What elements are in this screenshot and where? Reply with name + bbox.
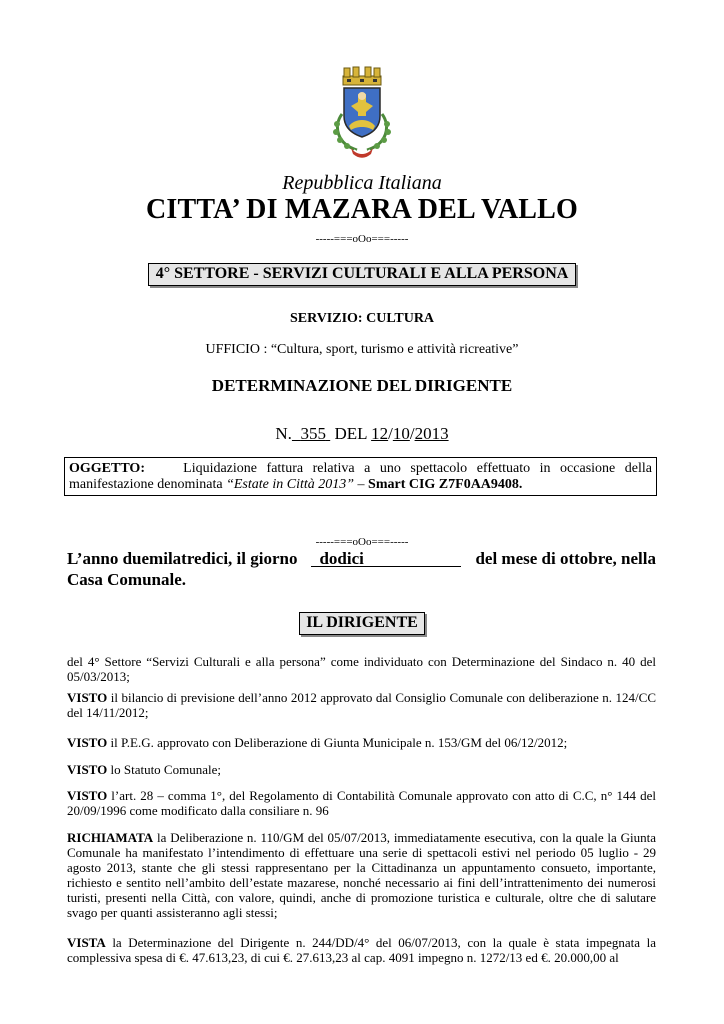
coat-of-arms-icon bbox=[327, 66, 397, 160]
number-del-label: DEL bbox=[334, 424, 367, 443]
oggetto-box bbox=[64, 457, 657, 496]
number-value-wrap bbox=[292, 424, 330, 443]
separator-middle: -----===oOo===----- bbox=[315, 536, 409, 548]
date-year: 2013 bbox=[414, 424, 449, 443]
paragraph bbox=[67, 935, 656, 965]
separator-top: -----===oOo===----- bbox=[315, 233, 409, 245]
paragraph bbox=[67, 830, 656, 920]
paragraph bbox=[67, 654, 656, 684]
date-day: 12 bbox=[371, 424, 389, 443]
paragraph-text: la Deliberazione n. 110/GM del 05/07/2013, immediatamente esecutiva, con la quale la Giunta Comunale ha manifestato l’intendimento di effettuare una serie di spettacoli estivi nel periodo 05 luglio - 29 agosto 2013, stante che gli stessi rappresentano per la Cittadinanza un appuntamento consueto, importante, richiesto e sentito nell’ambito dell’estate mazarese, nonché necessario ai fini dell’intrattenimento dei numerosi turisti, presenti nella Città, con valore, quindi, anche di promozione turistica e culturale, oltre che di salutare svago per quanti assisteranno agli stessi; bbox=[67, 830, 656, 920]
paragraph-text: l’art. 28 – comma 1°, del Regolamento di Contabilità Comunale approvato con atto di C.C, n° 144 del 20/09/1996 come modificato dalla consiliare n. 96 bbox=[67, 788, 656, 818]
oggetto-dash: – bbox=[354, 477, 369, 492]
paragraph bbox=[67, 690, 656, 720]
paragraph bbox=[67, 788, 656, 818]
intro-statement bbox=[67, 548, 656, 590]
paragraph-lead: VISTO bbox=[67, 788, 108, 803]
paragraph-lead: VISTO bbox=[67, 690, 108, 705]
paragraph-text: il P.E.G. approvato con Deliberazione di Giunta Municipale n. 153/GM del 06/12/2012; bbox=[107, 735, 568, 750]
dirigente-box-container bbox=[0, 612, 724, 635]
oggetto-event: “Estate in Città 2013” bbox=[226, 477, 355, 492]
paragraph-text: la Determinazione del Dirigente n. 244/DD/4° del 06/07/2013, con la quale è stata impegnata la complessiva spesa di €. 47.613,23, di cui €. 27.613,23 al cap. 4091 impegno n. 1272/13 ed €. 20.000,00 al bbox=[67, 935, 656, 965]
oggetto-label: OGGETTO: bbox=[69, 461, 145, 476]
paragraph-lead: VISTA bbox=[67, 935, 106, 950]
oggetto-text: Liquidazione fattura relativa a uno spettacolo effettuato in occasione della manifestazione denominata bbox=[69, 461, 652, 492]
republic-heading: Repubblica Italiana bbox=[282, 172, 442, 194]
paragraph-text: del 4° Settore “Servizi Culturali e alla persona” come individuato con Determinazione del Sindaco n. 40 del 05/03/2013; bbox=[67, 654, 656, 684]
sector-box: 4° SETTORE - SERVIZI CULTURALI E ALLA PERSONA bbox=[148, 263, 577, 286]
sector-box-container bbox=[0, 263, 724, 286]
paragraph-lead: RICHIAMATA bbox=[67, 830, 154, 845]
intro-part2: del mese di ottobre, nella bbox=[475, 549, 656, 568]
oggetto-cig: Smart CIG Z7F0AA9408. bbox=[368, 477, 523, 492]
document-number: N. 355 DEL 12/10/2013 bbox=[275, 424, 449, 443]
paragraph-text: il bilancio di previsione dell’anno 2012 approvato dal Consiglio Comunale con deliberazione n. 124/CC del 14/11/2012; bbox=[67, 690, 656, 720]
number-value: 355 bbox=[300, 424, 326, 443]
paragraph-text: lo Statuto Comunale; bbox=[107, 762, 221, 777]
intro-part1: L’anno duemilatredici, il giorno bbox=[67, 549, 298, 568]
dirigente-box: IL DIRIGENTE bbox=[299, 612, 425, 635]
number-prefix: N. bbox=[275, 424, 292, 443]
ufficio-heading: UFFICIO : “Cultura, sport, turismo e attività ricreative” bbox=[205, 342, 519, 357]
paragraph bbox=[67, 735, 656, 750]
intro-line2: Casa Comunale. bbox=[67, 570, 187, 589]
intro-day: dodici bbox=[311, 548, 461, 567]
city-title: CITTA’ DI MAZARA DEL VALLO bbox=[145, 194, 579, 225]
date-month: 10 bbox=[392, 424, 410, 443]
determinazione-heading: DETERMINAZIONE DEL DIRIGENTE bbox=[211, 376, 513, 395]
paragraph bbox=[67, 762, 656, 777]
paragraph-lead: VISTO bbox=[67, 735, 108, 750]
paragraph-lead: VISTO bbox=[67, 762, 108, 777]
servizio-heading: SERVIZIO: CULTURA bbox=[289, 311, 435, 326]
